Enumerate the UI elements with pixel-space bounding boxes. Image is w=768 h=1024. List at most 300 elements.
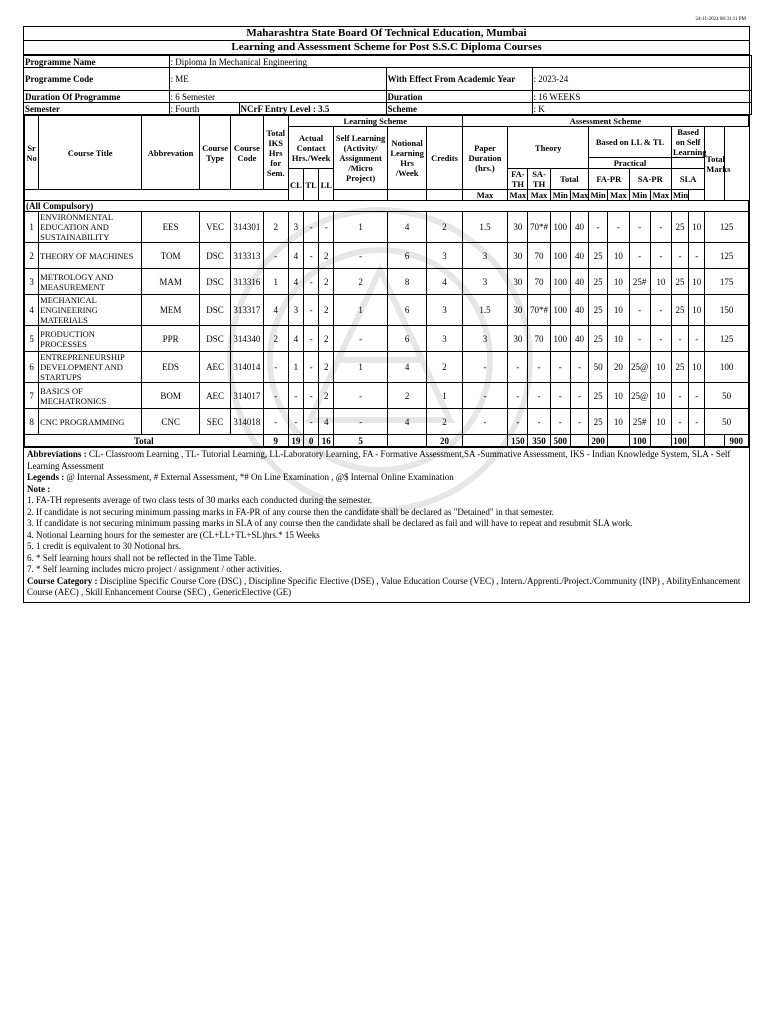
min-label: Min — [589, 190, 608, 201]
max-label: Max — [571, 190, 589, 200]
cell-abbreviation: CNC — [142, 409, 200, 435]
cell-iks-hrs: 2 — [263, 212, 288, 243]
cell-notional-hrs: 4 — [387, 352, 426, 383]
cell-course-title: ENVIRONMENTAL EDUCATION AND SUSTAINABILITY — [39, 212, 142, 243]
cell-theory-max: - — [550, 352, 570, 383]
cell-theory-min: - — [570, 352, 588, 383]
cell-fa-pr-max: 25 — [589, 243, 608, 269]
cell-sla-max: - — [671, 409, 688, 435]
learning-scheme-header: Learning Scheme — [288, 116, 462, 127]
spacer — [387, 190, 426, 201]
cell-sr: 3 — [25, 269, 39, 295]
col-tl: TL — [304, 169, 319, 201]
note-item: 3. If candidate is not securing minimum passing marks in SLA of any course then the candidate shall be declared as fail and will have to repeat and resubmit SLA work. — [27, 518, 633, 528]
min-label: Min — [550, 190, 570, 201]
cell-fa-th: 30 — [508, 243, 528, 269]
course-row — [25, 212, 749, 243]
cell-cl: - — [288, 383, 303, 409]
cell-sla-max: - — [671, 383, 688, 409]
col-course-title: Course Title — [39, 116, 142, 190]
cell-total-marks: 125 — [705, 243, 749, 269]
cell-fa-pr-max: 25 — [589, 409, 608, 435]
cell-theory-min: - — [570, 383, 588, 409]
cell-ll: - — [319, 212, 334, 243]
cell-paper-duration: - — [462, 352, 507, 383]
cell-paper-duration: 1.5 — [462, 212, 507, 243]
cell-fa-th: 30 — [508, 269, 528, 295]
col-total-iks: Total IKS Hrs for Sem. — [263, 116, 288, 190]
total-sa-pr-max: 100 — [629, 435, 650, 447]
cell-fa-pr-min: 10 — [608, 326, 629, 352]
cell-total-marks: 125 — [705, 212, 749, 243]
cell-course-title: ENTREPRENEURSHIP DEVELOPMENT AND STARTUPS — [39, 352, 142, 383]
cell-credits: 1 — [427, 383, 462, 409]
cell-fa-th: - — [508, 383, 528, 409]
scheme-sheet — [23, 26, 750, 603]
spacer — [25, 190, 289, 201]
col-self-learning: Self Learning (Activity/ Assignment /Micro Project) — [334, 127, 388, 190]
legends-note — [27, 472, 746, 484]
cell-self-learning: 2 — [334, 269, 388, 295]
cell-fa-th: - — [508, 352, 528, 383]
col-sr: Sr No — [25, 116, 39, 190]
assessment-scheme-header: Assessment Scheme — [462, 116, 748, 127]
cell-tl: - — [304, 243, 319, 269]
cell-theory-max: - — [550, 383, 570, 409]
legends-label: Legends : — [27, 472, 65, 482]
cell-theory-min: 40 — [570, 269, 588, 295]
cell-fa-pr-max: 25 — [589, 295, 608, 326]
cell-sa-pr-min: - — [650, 326, 671, 352]
cell-sa-pr-min: - — [650, 212, 671, 243]
cell-course-code: 313317 — [231, 295, 263, 326]
total-fa-pr-max: 200 — [589, 435, 608, 447]
cell-theory-max: 100 — [550, 212, 570, 243]
cell-notional-hrs: 6 — [387, 295, 426, 326]
cell-abbreviation: EDS — [142, 352, 200, 383]
cell-course-code: 314014 — [231, 352, 263, 383]
semester-value: : Fourth — [169, 103, 239, 115]
col-theory-total: Total — [550, 169, 588, 190]
abbreviations-text: CL- Classroom Learning , TL- Tutorial Learning, LL-Laboratory Learning, FA - Formative Assessment,SA -Summative Assessment, IKS - Indian Knowledge System, SLA - Self Learning Assessment — [27, 449, 731, 471]
cell-fa-pr-max: 25 — [589, 269, 608, 295]
scheme-value: : K — [532, 103, 751, 115]
spacer — [689, 435, 705, 447]
cell-fa-th: 30 — [508, 326, 528, 352]
cell-paper-duration: 3 — [462, 243, 507, 269]
spacer — [462, 435, 507, 447]
col-fa-th: FA-TH — [508, 169, 528, 190]
cell-course-type: DSC — [199, 269, 230, 295]
cell-ll: 2 — [319, 326, 334, 352]
cell-sa-th: 70 — [528, 326, 550, 352]
cell-sla-max: 25 — [671, 212, 688, 243]
cell-theory-min: - — [570, 409, 588, 435]
note-item: 6. * Self learning hours shall not be reflected in the Time Table. — [27, 552, 257, 563]
cell-theory-max: 100 — [550, 326, 570, 352]
programme-info-table — [24, 55, 752, 115]
course-row — [25, 243, 749, 269]
effect-from-value: : 2023-24 — [532, 68, 751, 91]
spacer — [387, 435, 426, 447]
min-label: Min — [629, 190, 650, 201]
cell-course-type: VEC — [199, 212, 230, 243]
cell-self-learning: - — [334, 243, 388, 269]
semester-label: Semester — [24, 103, 169, 115]
col-ll: LL — [319, 169, 334, 201]
cell-sa-pr-min: 10 — [650, 352, 671, 383]
cell-iks-hrs: - — [263, 352, 288, 383]
cell-sla-min: 10 — [689, 269, 705, 295]
cell-abbreviation: MAM — [142, 269, 200, 295]
note-item: 4. Notional Learning hours for the semester are (CL+LL+TL+SL)hrs.* 15 Weeks — [27, 529, 320, 540]
col-sla: SLA — [671, 169, 704, 190]
duration-label: Duration — [386, 91, 532, 103]
ncrf-level: NCrF Entry Level : 3.5 — [239, 103, 386, 115]
cell-theory-max: 100 — [550, 243, 570, 269]
cell-sla-min: 10 — [689, 212, 705, 243]
cell-sa-th: - — [528, 383, 550, 409]
cell-course-type: DSC — [199, 326, 230, 352]
cell-tl: - — [304, 295, 319, 326]
total-sl: 5 — [334, 435, 388, 447]
cell-theory-min: 40 — [570, 212, 588, 243]
cell-notional-hrs: 6 — [387, 326, 426, 352]
cell-cl: 4 — [288, 243, 303, 269]
spacer — [334, 190, 388, 201]
cell-cl: 3 — [288, 295, 303, 326]
cell-paper-duration: 3 — [462, 269, 507, 295]
cell-sa-pr-min: - — [650, 295, 671, 326]
cell-course-type: AEC — [199, 383, 230, 409]
cell-theory-min: 40 — [570, 243, 588, 269]
course-row — [25, 383, 749, 409]
cell-fa-pr-min: 10 — [608, 295, 629, 326]
note-item: 5. 1 credit is equivalent to 30 Notional hrs. — [27, 541, 181, 551]
duration-programme-value: : 6 Semester — [169, 91, 386, 103]
cell-credits: 3 — [427, 243, 462, 269]
programme-code-label: Programme Code — [24, 68, 169, 91]
col-total-marks: Total Marks — [705, 127, 724, 201]
cell-course-title: CNC PROGRAMMING — [39, 409, 142, 435]
cell-sr: 2 — [25, 243, 39, 269]
cell-sla-max: 25 — [671, 352, 688, 383]
course-row — [25, 269, 749, 295]
cell-tl: - — [304, 383, 319, 409]
cell-fa-pr-max: - — [589, 212, 608, 243]
cell-course-title: METROLOGY AND MEASUREMENT — [39, 269, 142, 295]
cell-iks-hrs: - — [263, 409, 288, 435]
cell-ll: 2 — [319, 269, 334, 295]
total-theory-max: 500 — [550, 435, 570, 447]
cell-course-title: PRODUCTION PROCESSES — [39, 326, 142, 352]
cell-theory-min: 40 — [570, 295, 588, 326]
based-self-header: Based on Self Learning — [672, 127, 707, 157]
cell-fa-pr-min: 10 — [608, 409, 629, 435]
cell-sla-min: 10 — [689, 352, 705, 383]
cell-self-learning: - — [334, 409, 388, 435]
course-scheme-table — [24, 115, 749, 447]
cell-sla-max: - — [671, 326, 688, 352]
cell-sa-th: 70*# — [528, 295, 550, 326]
col-sa-th: SA-TH — [528, 169, 550, 190]
cell-sr: 1 — [25, 212, 39, 243]
cell-notional-hrs: 6 — [387, 243, 426, 269]
cell-course-code: 313316 — [231, 269, 263, 295]
cell-sla-min: 10 — [689, 295, 705, 326]
col-cl: CL — [288, 169, 303, 201]
cell-total-marks: 100 — [705, 352, 749, 383]
cell-tl: - — [304, 326, 319, 352]
cell-credits: 3 — [427, 326, 462, 352]
cell-sa-pr-max: - — [629, 295, 650, 326]
programme-name-value: : Diploma In Mechanical Engineering — [169, 56, 751, 68]
legends-text: @ Internal Assessment, # External Assessment, *# On Line Examination , @$ Internal Online Examination — [64, 472, 454, 482]
cell-theory-max: 100 — [550, 295, 570, 326]
total-label: Total — [25, 435, 264, 447]
course-row — [25, 295, 749, 326]
col-abbreviation: Abbrevation — [142, 116, 200, 190]
scheme-label: Scheme — [386, 103, 532, 115]
cell-sa-pr-min: - — [650, 243, 671, 269]
cell-sa-pr-min: 10 — [650, 383, 671, 409]
theory-header: Theory — [508, 127, 589, 169]
programme-code-value: : ME — [169, 68, 386, 91]
cell-sla-min: - — [689, 383, 705, 409]
cell-notional-hrs: 2 — [387, 383, 426, 409]
cell-theory-max: 100 — [550, 269, 570, 295]
cell-sa-pr-max: 25# — [629, 269, 650, 295]
cell-sa-th: 70 — [528, 243, 550, 269]
cell-iks-hrs: 2 — [263, 326, 288, 352]
cell-cl: - — [288, 409, 303, 435]
cell-course-title: MECHANICAL ENGINEERING MATERIALS — [39, 295, 142, 326]
cell-cl: 3 — [288, 212, 303, 243]
cell-sla-min: - — [689, 243, 705, 269]
sla-spacer — [671, 158, 704, 169]
cell-notional-hrs: 4 — [387, 212, 426, 243]
cell-sr: 5 — [25, 326, 39, 352]
cell-sa-pr-max: - — [629, 212, 650, 243]
cell-iks-hrs: - — [263, 383, 288, 409]
note-label: Note : — [27, 483, 51, 494]
cell-paper-duration: 3 — [462, 326, 507, 352]
cell-sla-max: - — [671, 243, 688, 269]
spacer — [705, 435, 724, 447]
cell-self-learning: 1 — [334, 212, 388, 243]
cell-course-code: 313313 — [231, 243, 263, 269]
cell-abbreviation: BOM — [142, 383, 200, 409]
abbreviations-note — [27, 449, 746, 472]
print-timestamp: 24-11-2024 08:31:11 PM — [695, 17, 746, 22]
total-credits: 20 — [427, 435, 462, 447]
duration-value: : 16 WEEKS — [532, 91, 751, 103]
cell-sla-max: 25 — [671, 295, 688, 326]
cell-total-marks: 125 — [705, 326, 749, 352]
cell-ll: 2 — [319, 243, 334, 269]
cell-self-learning: 1 — [334, 295, 388, 326]
cell-theory-min: 40 — [570, 326, 588, 352]
total-iks: 9 — [263, 435, 288, 447]
cell-fa-th: 30 — [508, 212, 528, 243]
cell-self-learning: - — [334, 383, 388, 409]
cell-fa-pr-max: 25 — [589, 326, 608, 352]
max-label: Max — [608, 190, 629, 201]
cell-course-code: 314017 — [231, 383, 263, 409]
cell-course-type: DSC — [199, 243, 230, 269]
board-title: Maharashtra State Board Of Technical Education, Mumbai — [24, 27, 749, 41]
total-marks: 900 — [724, 435, 749, 447]
cell-course-type: AEC — [199, 352, 230, 383]
cell-sa-pr-max: 25@ — [629, 383, 650, 409]
col-course-type: Course Type — [199, 116, 230, 190]
cell-sa-pr-max: 25@ — [629, 352, 650, 383]
cell-sla-min: - — [689, 326, 705, 352]
cell-cl: 1 — [288, 352, 303, 383]
cell-fa-pr-min: 10 — [608, 243, 629, 269]
cell-course-type: DSC — [199, 295, 230, 326]
total-sa-th: 350 — [528, 435, 550, 447]
practical-header: Practical — [589, 158, 672, 169]
cell-credits: 3 — [427, 295, 462, 326]
max-label: Max — [650, 190, 671, 201]
cell-abbreviation: MEM — [142, 295, 200, 326]
course-category-text: Discipline Specific Course Core (DSC) , Discipline Specific Elective (DSE) , Value Education Course (VEC) , Intern./Apprenti./Project./Community (INP) , AbilityEnhancement Course (AEC) , Skill Enhancement Course (SEC) , GenericElective (GE) — [27, 575, 741, 597]
cell-sa-th: - — [528, 409, 550, 435]
note-item: 7. * Self learning includes micro project / assignment / other activities. — [27, 564, 282, 574]
cell-paper-duration: - — [462, 383, 507, 409]
cell-sa-th: 70 — [528, 269, 550, 295]
cell-tl: - — [304, 409, 319, 435]
spacer — [570, 435, 588, 447]
cell-notional-hrs: 8 — [387, 269, 426, 295]
cell-fa-th: 30 — [508, 295, 528, 326]
course-category-note — [27, 576, 746, 599]
programme-name-label: Programme Name — [24, 56, 169, 68]
cell-credits: 2 — [427, 212, 462, 243]
course-row — [25, 409, 749, 435]
cell-total-marks: 50 — [705, 383, 749, 409]
total-cl: 19 — [288, 435, 303, 447]
cell-credits: 4 — [427, 269, 462, 295]
total-fa-th: 150 — [508, 435, 528, 447]
cell-sr: 8 — [25, 409, 39, 435]
cell-course-code: 314018 — [231, 409, 263, 435]
min-label: Min — [672, 190, 689, 200]
max-label: Max — [528, 190, 550, 201]
col-course-code: Course Code — [231, 116, 263, 190]
based-ll-tl-header: Based on LL & TL — [589, 127, 672, 158]
cell-fa-pr-max: 25 — [589, 383, 608, 409]
cell-ll: 4 — [319, 409, 334, 435]
effect-from-label: With Effect From Academic Year — [386, 68, 532, 91]
cell-sa-pr-min: 10 — [650, 409, 671, 435]
col-sa-pr: SA-PR — [629, 169, 671, 190]
scheme-title: Learning and Assessment Scheme for Post S.S.C Diploma Courses — [24, 41, 749, 55]
cell-sa-pr-min: 10 — [650, 269, 671, 295]
col-fa-pr: FA-PR — [589, 169, 629, 190]
note-item: 2. If candidate is not securing minimum passing marks in FA-PR of any course then the candidate shall be declared as "Detained" in that semester. — [27, 506, 555, 517]
cell-self-learning: - — [334, 326, 388, 352]
spacer — [689, 190, 705, 201]
cell-ll: 2 — [319, 295, 334, 326]
cell-sr: 6 — [25, 352, 39, 383]
spacer — [608, 435, 629, 447]
cell-iks-hrs: 4 — [263, 295, 288, 326]
course-row — [25, 326, 749, 352]
cell-course-type: SEC — [199, 409, 230, 435]
cell-sa-th: - — [528, 352, 550, 383]
max-label: Max — [462, 190, 507, 201]
cell-cl: 4 — [288, 269, 303, 295]
cell-course-title: THEORY OF MACHINES — [39, 243, 142, 269]
course-category-label: Course Category : — [27, 575, 98, 586]
cell-total-marks: 175 — [705, 269, 749, 295]
spacer — [427, 190, 462, 201]
cell-theory-max: - — [550, 409, 570, 435]
abbreviations-label: Abbreviations : — [27, 449, 87, 459]
max-label: Max — [509, 190, 527, 200]
cell-abbreviation: EES — [142, 212, 200, 243]
course-row — [25, 352, 749, 383]
cell-cl: 4 — [288, 326, 303, 352]
col-credits: Credits — [427, 127, 462, 190]
note-item: 1. FA-TH represents average of two class tests of 30 marks each conducted during the semester. — [27, 495, 372, 505]
cell-abbreviation: PPR — [142, 326, 200, 352]
cell-sa-pr-max: - — [629, 243, 650, 269]
cell-course-code: 314340 — [231, 326, 263, 352]
cell-course-code: 314301 — [231, 212, 263, 243]
cell-sa-pr-max: 25# — [629, 409, 650, 435]
cell-sa-th: 70*# — [528, 212, 550, 243]
cell-fa-pr-max: 50 — [589, 352, 608, 383]
notes-section — [24, 447, 749, 602]
cell-tl: - — [304, 352, 319, 383]
section-label: (All Compulsory) — [25, 201, 749, 212]
cell-iks-hrs: 1 — [263, 269, 288, 295]
cell-iks-hrs: - — [263, 243, 288, 269]
cell-sr: 7 — [25, 383, 39, 409]
cell-sla-max: 25 — [671, 269, 688, 295]
cell-self-learning: 1 — [334, 352, 388, 383]
cell-paper-duration: 1.5 — [462, 295, 507, 326]
cell-ll: 2 — [319, 352, 334, 383]
cell-fa-pr-min: 20 — [608, 352, 629, 383]
cell-tl: - — [304, 269, 319, 295]
cell-paper-duration: - — [462, 409, 507, 435]
cell-credits: 2 — [427, 409, 462, 435]
total-ll: 16 — [319, 435, 334, 447]
cell-fa-th: - — [508, 409, 528, 435]
cell-sa-pr-max: - — [629, 326, 650, 352]
cell-tl: - — [304, 212, 319, 243]
col-paper-duration: Paper Duration (hrs.) — [462, 127, 507, 190]
cell-notional-hrs: 4 — [387, 409, 426, 435]
cell-fa-pr-min: 10 — [608, 383, 629, 409]
total-tl: 0 — [304, 435, 319, 447]
spacer — [650, 435, 671, 447]
total-sla-max: 100 — [673, 435, 687, 446]
cell-sr: 4 — [25, 295, 39, 326]
col-notional: Notional Learning Hrs /Week — [387, 127, 426, 190]
cell-abbreviation: TOM — [142, 243, 200, 269]
cell-sla-min: - — [689, 409, 705, 435]
cell-fa-pr-min: 10 — [608, 269, 629, 295]
actual-contact-header: Actual Contact Hrs./Week — [288, 127, 333, 169]
cell-fa-pr-min: - — [608, 212, 629, 243]
cell-total-marks: 150 — [705, 295, 749, 326]
cell-course-title: BASICS OF MECHATRONICS — [39, 383, 142, 409]
